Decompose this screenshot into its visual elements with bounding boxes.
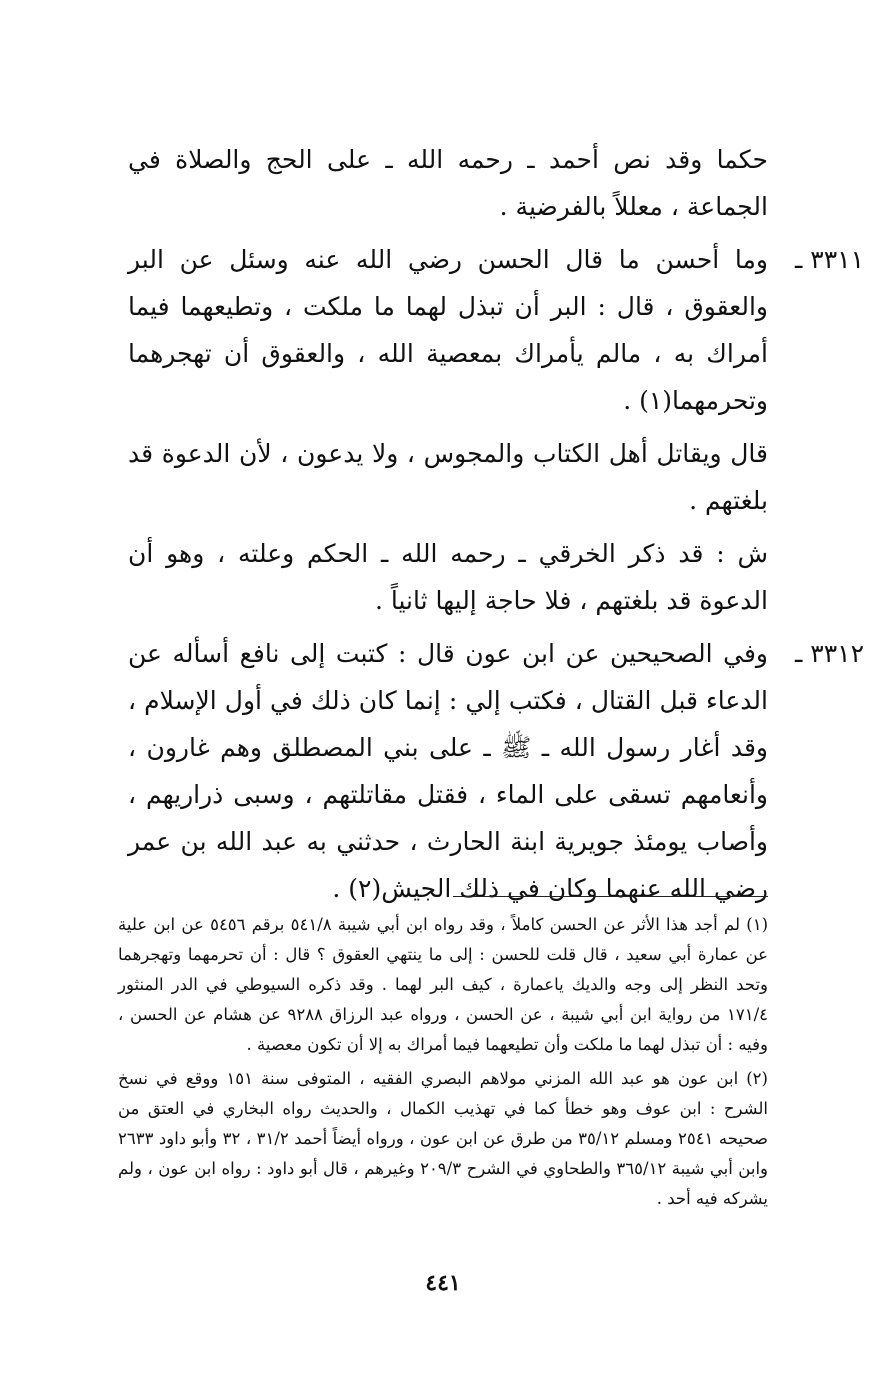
entry-number: ٣٣١٢ ـ (795, 639, 864, 668)
intro-text: حكما وقد نص أحمد ـ رحمه الله ـ على الحج والصلاة في الجماعة ، معللاً بالفرضية . (128, 145, 768, 221)
qal-paragraph (128, 430, 768, 524)
main-text-block (128, 136, 864, 918)
entry-3311 (128, 236, 864, 424)
sharh-paragraph (128, 530, 768, 624)
footnotes-block (118, 910, 768, 1218)
entry-text: وما أحسن ما قال الحسن رضي الله عنه وسئل عن البر والعقوق ، قال : البر أن تبذل لهما ما ملكت ، وتطيعهما فيما أمراك به ، مالم يأمراك بمعصية الله ، والعقوق أن تهجرهما وتحرمهما(١) . (128, 245, 768, 415)
intro-paragraph (128, 136, 768, 230)
footnote-separator (453, 896, 768, 897)
entry-paragraph (128, 236, 768, 424)
entry-3312 (128, 630, 864, 912)
entry-text: وفي الصحيحين عن ابن عون قال : كتبت إلى نافع أسأله عن الدعاء قبل القتال ، فكتب إلي : إنما كان ذلك في أول الإسلام ، وقد أغار رسول الله ـ ﷺ ـ على بني المصطلق وهم غارون ، وأنعامهم تسقى على الماء ، فقتل مقاتلتهم ، وسبى ذراريهم ، وأصاب يومئذ جويرية ابنة الحارث ، حدثني به عبد الله بن عمر رضي الله عنهما وكان في ذلك الجيش(٢) . (128, 639, 768, 903)
entry-number: ٣٣١١ ـ (795, 245, 864, 274)
entry-paragraph (128, 630, 768, 912)
footnote-2: (٢) ابن عون هو عبد الله المزني مولاهم البصري الفقيه ، المتوفى سنة ١٥١ ووقع في نسخ الشرح : ابن عوف وهو خطأ كما في تهذيب الكمال ، والحديث رواه البخاري في العتق من صحيحه ٢٥٤١ ومسلم ٣٥/١٢ من طرق عن ابن عون ، ورواه أيضاً أحمد ٣١/٢ ، ٣٢ وأبو داود ٢٦٣٣ وابن أبي شيبة ٣٦٥/١٢ والطحاوي في الشرح ٢٠٩/٣ وغيرهم ، قال أبو داود : رواه ابن عون ، ولم يشركه فيه أحد . (118, 1069, 769, 1208)
qal-text: قال ويقاتل أهل الكتاب والمجوس ، ولا يدعون ، لأن الدعوة قد بلغتهم . (128, 439, 768, 515)
footnote-1: (١) لم أجد هذا الأثر عن الحسن كاملاً ، وقد رواه ابن أبي شيبة ٥٤١/٨ برقم ٥٤٥٦ عن ابن علية عن عمارة أبي سعيد ، قال قلت للحسن : إلى ما ينتهي العقوق ؟ قال : أن تحرمهما وتهجرهما وتحد النظر إلى وجه والديك ياعمارة ، كيف البر لهما . وقد ذكره السيوطي في الدر المنثور ١٧١/٤ من رواية ابن أبي شيبة ، عن الحسن ، ورواه عبد الرزاق ٩٢٨٨ عن هشام عن الحسن ، وفيه : أن تبذل لهما ما ملكت وأن تطيعهما فيما أمراك به إلا أن تكون معصية . (118, 915, 768, 1054)
page-number: ٤٤١ (425, 1270, 461, 1296)
sharh-text: ش : قد ذكر الخرقي ـ رحمه الله ـ الحكم وعلته ، وهو أن الدعوة قد بلغتهم ، فلا حاجة إليها ثانياً . (128, 539, 768, 615)
